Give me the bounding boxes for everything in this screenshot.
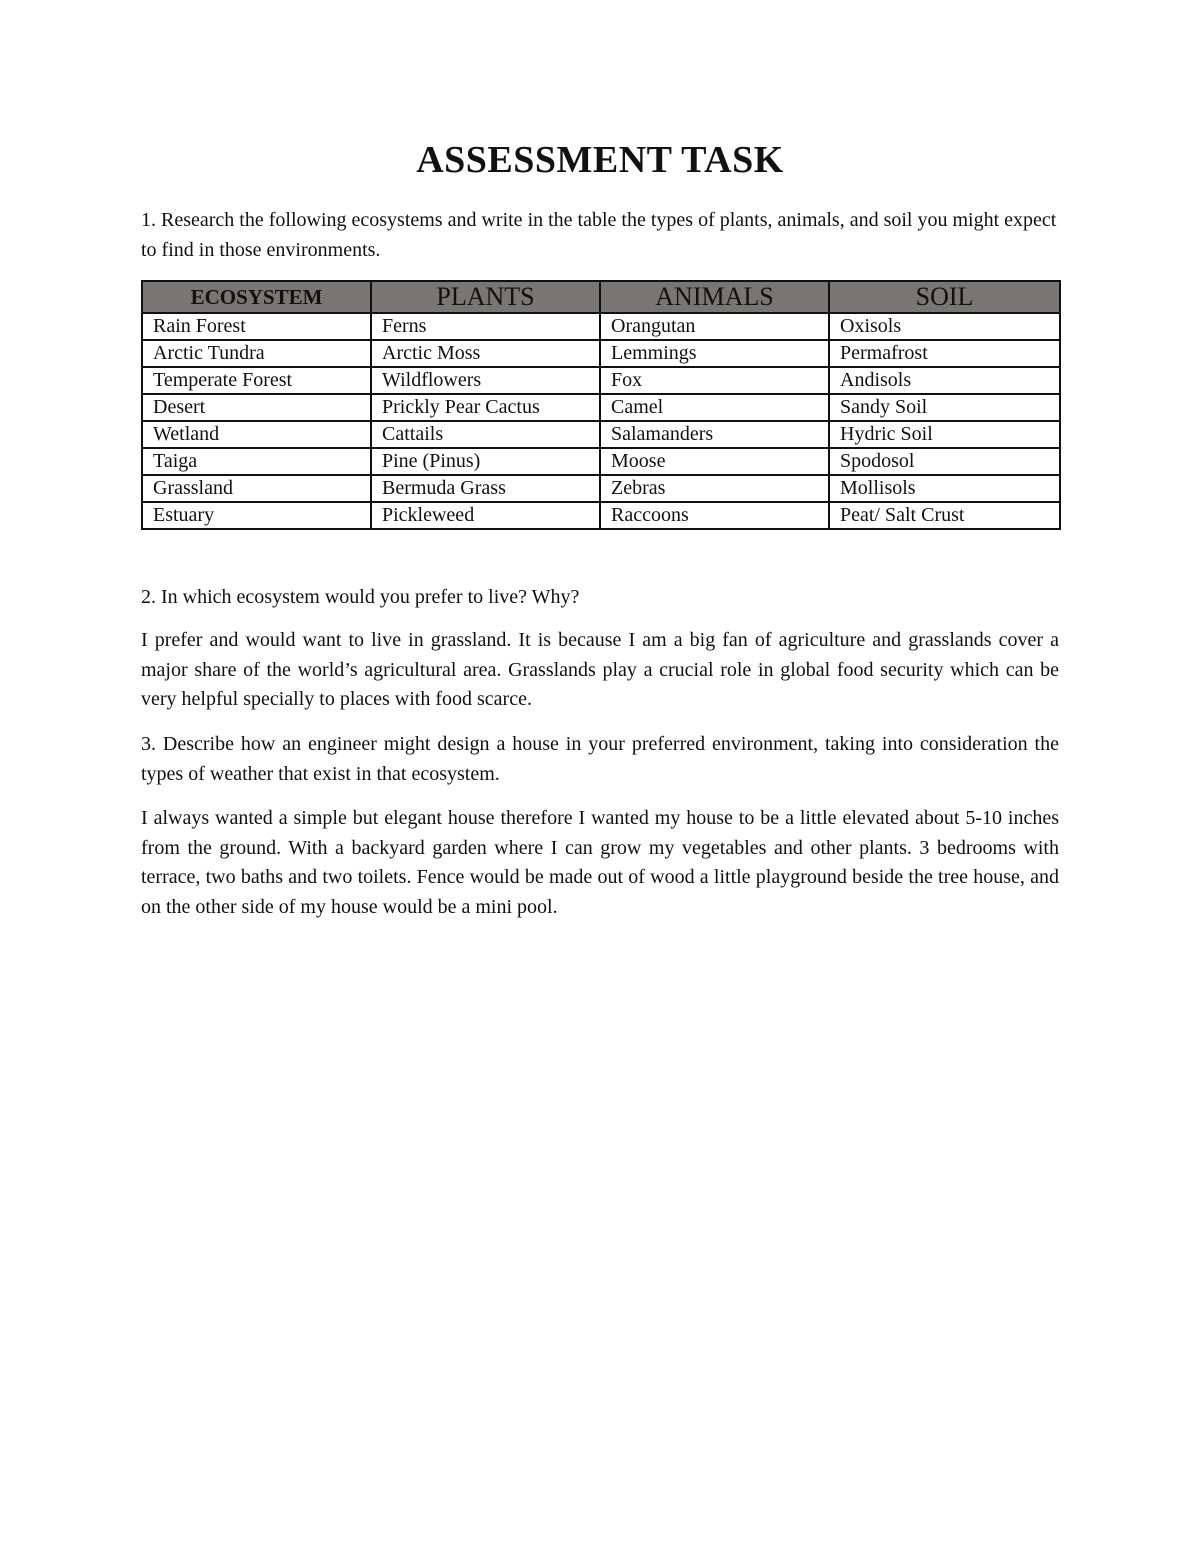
table-row [142, 394, 1060, 421]
cell-soil: Hydric Soil [829, 421, 1060, 448]
cell-ecosystem: Wetland [142, 421, 371, 448]
cell-plants: Pickleweed [371, 502, 600, 529]
cell-soil: Sandy Soil [829, 394, 1060, 421]
cell-plants: Arctic Moss [371, 340, 600, 367]
cell-animals: Orangutan [600, 313, 829, 340]
cell-soil: Permafrost [829, 340, 1060, 367]
cell-plants: Prickly Pear Cactus [371, 394, 600, 421]
header-plants: PLANTS [371, 281, 600, 313]
question-2: 2. In which ecosystem would you prefer to live? Why? [141, 586, 580, 608]
question-1: 1. Research the following ecosystems and write in the table the types of plants, animals, and soil you might expect to find in those environments. [141, 209, 1057, 261]
header-ecosystem: ECOSYSTEM [142, 281, 371, 313]
table-row [142, 313, 1060, 340]
table-body [142, 313, 1060, 529]
cell-ecosystem: Estuary [142, 502, 371, 529]
table-row [142, 502, 1060, 529]
cell-animals: Salamanders [600, 421, 829, 448]
cell-soil: Peat/ Salt Crust [829, 502, 1060, 529]
cell-animals: Camel [600, 394, 829, 421]
table-row [142, 448, 1060, 475]
answer-3: I always wanted a simple but elegant house therefore I wanted my house to be a little elevated about 5-10 inches from the ground. With a backyard garden where I can grow my vegetables and other plants. 3 bedrooms with terrace, two baths and two toilets. Fence would be made out of wood a little playground beside the tree house, and on the other side of my house would be a mini pool. [141, 807, 1059, 918]
table-row [142, 475, 1060, 502]
cell-animals: Moose [600, 448, 829, 475]
cell-animals: Zebras [600, 475, 829, 502]
cell-ecosystem: Desert [142, 394, 371, 421]
header-soil: SOIL [829, 281, 1060, 313]
cell-plants: Bermuda Grass [371, 475, 600, 502]
cell-plants: Wildflowers [371, 367, 600, 394]
cell-animals: Raccoons [600, 502, 829, 529]
question-3: 3. Describe how an engineer might design a house in your preferred environment, taking into consideration the types of weather that exist in that ecosystem. [141, 733, 1059, 785]
cell-ecosystem: Grassland [142, 475, 371, 502]
cell-soil: Mollisols [829, 475, 1060, 502]
ecosystem-table [141, 280, 1061, 530]
header-animals: ANIMALS [600, 281, 829, 313]
cell-plants: Pine (Pinus) [371, 448, 600, 475]
cell-soil: Andisols [829, 367, 1060, 394]
cell-ecosystem: Rain Forest [142, 313, 371, 340]
table-row [142, 421, 1060, 448]
cell-plants: Cattails [371, 421, 600, 448]
cell-ecosystem: Taiga [142, 448, 371, 475]
table-row [142, 340, 1060, 367]
cell-animals: Fox [600, 367, 829, 394]
page-title: ASSESSMENT TASK [416, 139, 784, 181]
cell-ecosystem: Arctic Tundra [142, 340, 371, 367]
table-row [142, 367, 1060, 394]
cell-animals: Lemmings [600, 340, 829, 367]
cell-ecosystem: Temperate Forest [142, 367, 371, 394]
cell-soil: Oxisols [829, 313, 1060, 340]
table-header-row [142, 281, 1060, 313]
cell-soil: Spodosol [829, 448, 1060, 475]
answer-2: I prefer and would want to live in grassland. It is because I am a big fan of agriculture and grasslands cover a major share of the world’s agricultural area. Grasslands play a crucial role in global food security which can be very helpful specially to places with food scarce. [141, 629, 1059, 710]
cell-plants: Ferns [371, 313, 600, 340]
